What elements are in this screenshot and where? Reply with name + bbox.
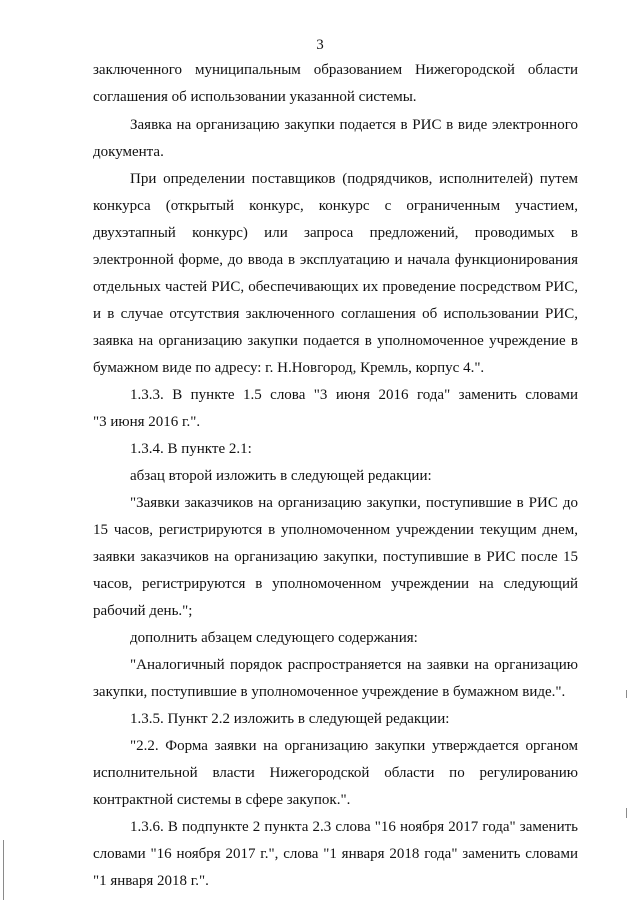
- text-line: заявки заказчиков на организацию закупки, поступившие в РИС после 15: [93, 549, 578, 565]
- text-line: дополнить абзацем следующего содержания:: [130, 630, 418, 646]
- text-line: 1.3.5. Пункт 2.2 изложить в следующей редакции:: [130, 711, 450, 727]
- text-line: и в случае отсутствия заключенного соглашения об использовании РИС,: [93, 306, 578, 322]
- text-line: двухэтапный конкурс) или запроса предложений, проводимых в: [93, 225, 578, 241]
- text-line: "Заявки заказчиков на организацию закупки, поступившие в РИС до: [130, 495, 578, 511]
- text-line: электронной форме, до ввода в эксплуатацию и начала функционирования: [93, 252, 578, 268]
- text-line: 1.3.3. В пункте 1.5 слова "3 июня 2016 года" заменить словами: [130, 387, 578, 403]
- text-line: 1.3.4. В пункте 2.1:: [130, 441, 252, 457]
- text-line: "1 января 2018 г.".: [93, 873, 209, 889]
- text-line: отдельных частей РИС, обеспечивающих их проведение посредством РИС,: [93, 279, 578, 295]
- scan-edge-mark: [3, 840, 4, 900]
- scan-edge-mark: [626, 808, 627, 818]
- text-line: заявка на организацию закупки подается в уполномоченное учреждение в: [93, 333, 578, 349]
- text-line: заключенного муниципальным образованием Нижегородской области: [93, 62, 578, 78]
- text-line: абзац второй изложить в следующей редакции:: [130, 468, 432, 484]
- text-line: часов, регистрируются в уполномоченном учреждении на следующий: [93, 576, 578, 592]
- text-line: рабочий день.";: [93, 603, 193, 619]
- text-line: 1.3.6. В подпункте 2 пункта 2.3 слова "16 ноября 2017 года" заменить: [130, 819, 578, 835]
- text-line: исполнительной власти Нижегородской области по регулированию: [93, 765, 578, 781]
- text-line: соглашения об использовании указанной системы.: [93, 89, 417, 105]
- text-line: "3 июня 2016 г.".: [93, 414, 201, 430]
- text-line: При определении поставщиков (подрядчиков, исполнителей) путем: [130, 171, 578, 187]
- text-line: документа.: [93, 144, 164, 160]
- text-line: 15 часов, регистрируются в уполномоченном учреждении текущим днем,: [93, 522, 578, 538]
- text-line: закупки, поступившие в уполномоченное учреждение в бумажном виде.".: [93, 684, 566, 700]
- scan-edge-mark: [626, 690, 627, 698]
- text-line: Заявка на организацию закупки подается в РИС в виде электронного: [130, 117, 578, 133]
- text-line: конкурса (открытый конкурс, конкурс с ограниченным участием,: [93, 198, 578, 214]
- text-line: бумажном виде по адресу: г. Н.Новгород, Кремль, корпус 4.".: [93, 360, 485, 376]
- text-line: "Аналогичный порядок распространяется на заявки на организацию: [130, 657, 578, 673]
- text-line: словами "16 ноября 2017 г.", слова "1 января 2018 года" заменить словами: [93, 846, 578, 862]
- text-line: контрактной системы в сфере закупок.".: [93, 792, 351, 808]
- page-number: 3: [316, 37, 324, 53]
- text-line: "2.2. Форма заявки на организацию закупки утверждается органом: [130, 738, 578, 754]
